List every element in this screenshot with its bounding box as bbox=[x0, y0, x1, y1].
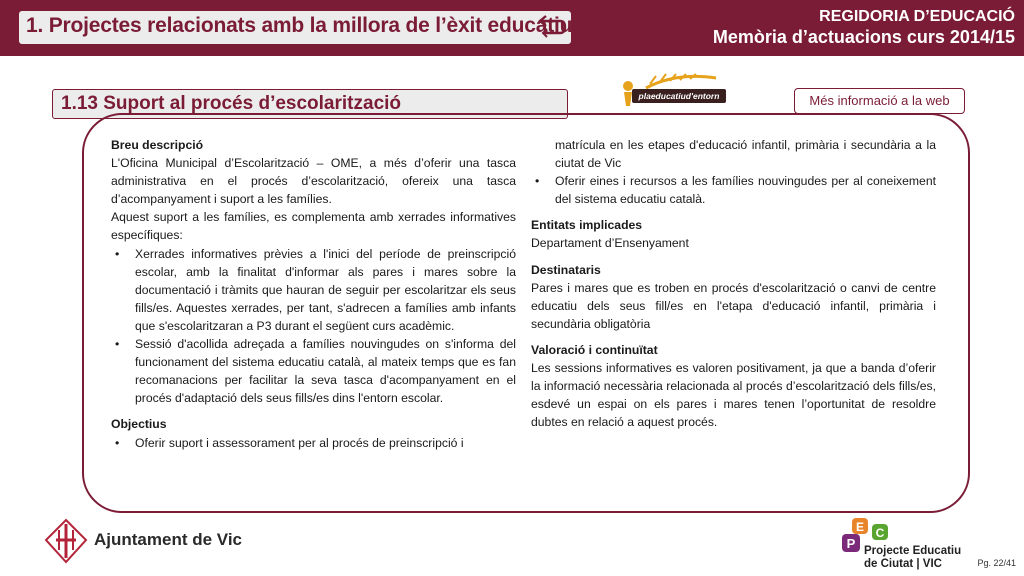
pec-line-1: Projecte Educatiu bbox=[864, 545, 962, 557]
header-org bbox=[713, 7, 1015, 48]
left-column bbox=[111, 136, 516, 452]
list-item: • Sessió d'acollida adreçada a famílies nouvingudes on s'informa del funcionament del sistema educatiu català, al mateix temps que es fan recomanacions per facilitar la seva tasca d'acompanyament en el procés d'adaptació dels seus fills/es dins l'entorn escolar. bbox=[111, 335, 516, 407]
valoracio-heading: Valoració i continuïtat bbox=[531, 342, 658, 357]
report-title: Memòria d’actuacions curs 2014/15 bbox=[712, 27, 1015, 47]
page-title: 1. Projectes relacionats amb la millora de l’èxit educatiu bbox=[26, 14, 573, 37]
page-number: Pg. 22/41 bbox=[977, 558, 1016, 568]
pec-letter: E bbox=[855, 520, 865, 534]
pec-letter: P bbox=[846, 536, 856, 551]
pec-letter: C bbox=[875, 526, 885, 540]
entitats-heading: Entitats implicades bbox=[531, 218, 643, 233]
objectives-list bbox=[111, 434, 516, 452]
pla-educatiu-logo-text: plaeducatiud'entorn bbox=[632, 89, 726, 103]
list-item: • Oferir suport i assessorament per al procés de preinscripció i bbox=[111, 434, 516, 452]
valoracio-text: Les sessions informatives es valoren positivament, ja que a banda d’oferir la informació necessària relacionada al procés d’escolarització dels fills/es, esdevé un espai on els pares i mares tenen l’oportunitat de resoldre dubtes en relació a aquest procés. bbox=[531, 361, 936, 430]
description-heading: Breu descripció bbox=[111, 138, 204, 152]
list-item-continuation: matrícula en les etapes d'educació infantil, primària i secundària a la ciutat de Vic bbox=[555, 138, 936, 171]
ajuntament-name: Ajuntament de Vic bbox=[94, 530, 242, 549]
objectives-heading: Objectius bbox=[111, 417, 167, 432]
description-paragraph-1: L'Oficina Municipal d’Escolarització – OME, a més d’oferir una tasca administrativa en el procés d’escolarització, ofereix una tasca d’acompanyament i suport a les famílies. bbox=[111, 156, 516, 207]
destinataris-text: Pares i mares que es troben en procés d'escolarització o canvi de centre educatiu dels seus fill/es en l'etapa d'educació infantil, primària i secundària obligatòria bbox=[531, 280, 936, 331]
list-item: • Oferir eines i recursos a les famílies nouvingudes per al coneixement del sistema educatiu català. bbox=[531, 172, 936, 208]
return-arrow-icon[interactable] bbox=[536, 12, 568, 42]
org-name: REGIDORIA D’EDUCACIÓ bbox=[819, 8, 1015, 25]
entitats-text: Departament d’Ensenyament bbox=[531, 236, 689, 251]
list-item: • Xerrades informatives prèvies a l'inici del període de preinscripció escolar, amb la finalitat d'informar als pares i mares sobre la documentació i tràmits que hauran de seguir per escolaritzar els seus fills/es. Aquestes xerrades, per tant, s'adrecen a famílies amb infants que s'escolaritzaran a P3 durant el següent curs acadèmic. bbox=[111, 245, 516, 335]
section-title: 1.13 Suport al procés d’escolarització bbox=[61, 93, 402, 114]
objectives-list-continued bbox=[531, 136, 936, 208]
description-paragraph-2: Aquest suport a les famílies, es complementa amb xerrades informatives específiques: bbox=[111, 210, 516, 243]
pec-line-2: de Ciutat | VIC bbox=[864, 558, 942, 570]
right-column bbox=[531, 136, 936, 431]
destinataris-heading: Destinataris bbox=[531, 262, 601, 277]
talks-list bbox=[111, 245, 516, 408]
more-info-web-link[interactable]: Més informació a la web bbox=[794, 88, 965, 114]
